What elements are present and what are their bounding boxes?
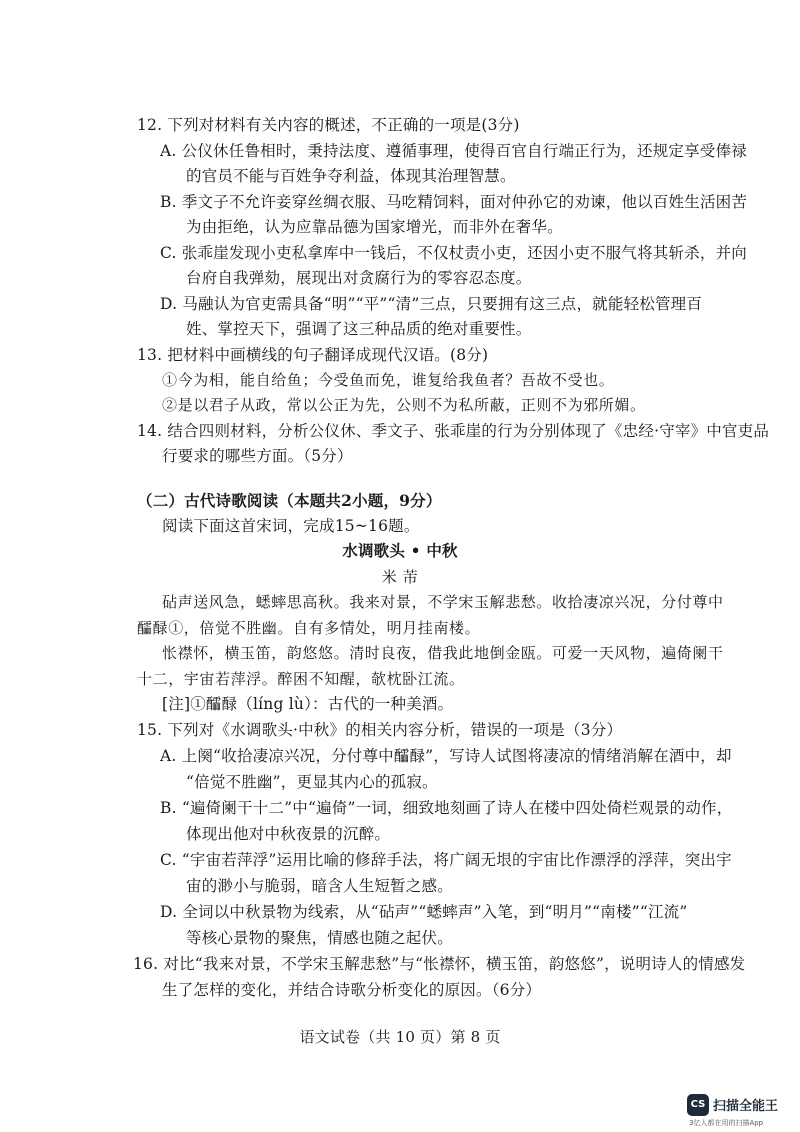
poem-line-2: 醽醁①，倍觉不胜幽。自有多情处，明月挂南楼。: [137, 619, 481, 637]
question-15-option-c: C. “宇宙若萍浮”运用比喻的修辞手法，将广阔无垠的宇宙比作漂浮的浮萍，突出宇: [160, 851, 732, 869]
question-15-option-a-cont: “倍觉不胜幽”，更显其内心的孤寂。: [186, 773, 438, 791]
section-heading: （二）古代诗歌阅读（本题共2小题，9分）: [137, 491, 442, 510]
question-15-option-a: A. 上阕“收拾凄凉兴况，分付尊中醽醁”，写诗人试图将凄凉的情绪消解在酒中，却: [160, 747, 732, 765]
poem-line-1: 砧声送风急，蟋蟀思高秋。我来对景，不学宋玉解悲愁。收拾凄凉兴况，分付尊中: [162, 593, 724, 611]
poem-title: 水调歌头 • 中秋: [342, 541, 458, 560]
question-12-option-b-cont: 为由拒绝，认为应靠品德为国家增光，而非外在奢华。: [186, 218, 563, 236]
question-16-stem-cont: 生了怎样的变化，并结合诗歌分析变化的原因。（6分）: [162, 981, 542, 999]
poem-line-3: 怅襟怀，横玉笛，韵悠悠。清时良夜，借我此地倒金瓯。可爱一天风物，遍倚阑干: [162, 644, 724, 662]
section-instruction: 阅读下面这首宋词，完成15~16题。: [162, 517, 420, 535]
poem-annotation: [注]①醽醁（líng lù）：古代的一种美酒。: [162, 695, 454, 713]
page-footer: 语文试卷（共 10 页）第 8 页: [299, 1028, 501, 1046]
question-15-option-d-cont: 等核心景物的聚焦，情感也随之起伏。: [186, 929, 453, 947]
question-15-option-d: D. 全词以中秋景物为线索，从“砧声”“蟋蟀声”入笔，到“明月”“南楼”“江流”: [160, 903, 688, 921]
question-15-option-b: B. “遍倚阑干十二”中“遍倚”一词，细致地刻画了诗人在楼中四处倚栏观景的动作，: [160, 799, 733, 817]
question-12-option-d: D. 马融认为官吏需具备“明”“平”“清”三点，只要拥有这三点，就能轻松管理百: [160, 295, 703, 313]
question-13-sentence-1: ①今为相，能自给鱼；今受鱼而免，谁复给我鱼者？吾故不受也。: [162, 371, 615, 389]
question-12-option-a-cont: 的官员不能与百姓争夺利益，体现其治理智慧。: [186, 167, 516, 185]
poem-line-4: 十二，宇宙若萍浮。醉困不知醒，欹枕卧江流。: [137, 670, 465, 688]
watermark-subtitle: 3亿人都在用的扫描App: [689, 1119, 764, 1127]
question-12-option-a: A. 公仪休任鲁相时，秉持法度、遵循事理，使得百官自行端正行为，还规定享受俸禄: [160, 142, 747, 160]
question-14-stem-cont: 行要求的哪些方面。（5分）: [162, 447, 353, 465]
question-12-stem: 12. 下列对材料有关内容的概述，不正确的一项是(3分): [137, 116, 520, 134]
question-12-option-c-cont: 台府自我弹劾，展现出对贪腐行为的零容忍态度。: [186, 269, 532, 287]
question-15-stem: 15. 下列对《水调歌头·中秋》的相关内容分析，错误的一项是（3分）: [137, 721, 623, 739]
question-12-option-c: C. 张乖崖发现小吏私拿库中一钱后，不仅杖责小吏，还因小吏不服气将其斩杀，并向: [160, 244, 747, 262]
scanner-watermark: [687, 1092, 797, 1128]
watermark-title: 扫描全能王: [713, 1099, 779, 1114]
question-15-option-c-cont: 宙的渺小与脆弱，暗含人生短暂之感。: [186, 877, 453, 895]
question-12-option-b: B. 季文子不允许妾穿丝绸衣服、马吃精饲料，面对仲孙它的劝谏，他以百姓生活困苦: [160, 193, 748, 211]
question-13-stem: 13. 把材料中画横线的句子翻译成现代汉语。(8分): [137, 346, 489, 364]
question-15-option-b-cont: 体现出他对中秋夜景的沉醉。: [186, 825, 391, 843]
question-12-option-d-cont: 姓、掌控天下，强调了这三种品质的绝对重要性。: [186, 320, 532, 338]
question-14-stem: 14. 结合四则材料，分析公仪休、季文子、张乖崖的行为分别体现了《忠经·守宰》中官吏品: [137, 422, 770, 440]
camscanner-logo-icon: CS: [687, 1094, 709, 1116]
question-16-stem: 16. 对比“我来对景，不学宋玉解悲愁”与“怅襟怀，横玉笛，韵悠悠”，说明诗人的情感发: [133, 955, 746, 973]
question-13-sentence-2: ②是以君子从政，常以公正为先，公则不为私所蔽，正则不为邪所媚。: [162, 396, 646, 414]
poem-author: 米 芾: [381, 568, 419, 586]
